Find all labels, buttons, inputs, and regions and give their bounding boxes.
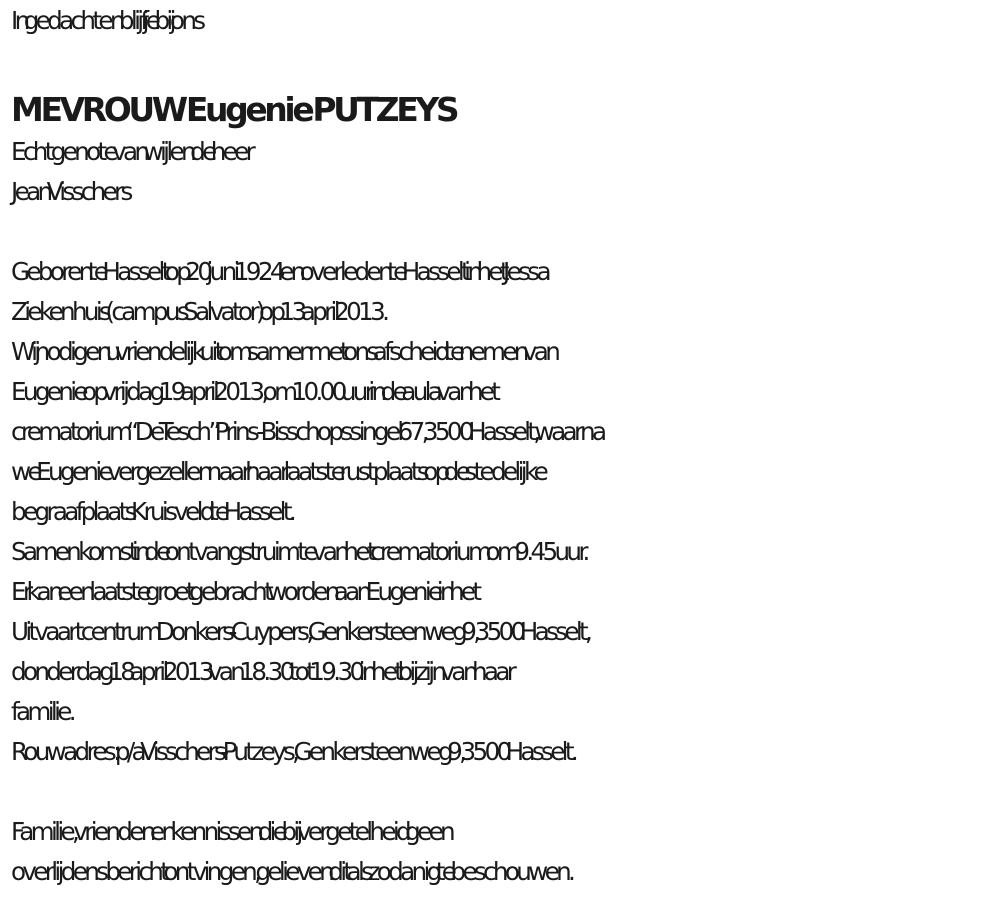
body-line: Eugenie op vrijdag 19 april 2013, om 10.00 uur in de aula van het [11,377,498,406]
closing-line: overlijdensbericht ontvingen, gelieven dit als zodanig te beschouwen. [11,857,573,886]
closing-paragraph [11,812,991,892]
body-line: Er kan een laatste groet gebracht worden aan Eugenie in het [11,577,479,606]
spouse-line: Jean Visschers [11,177,130,206]
body-line: we Eugenie vergezellen naar haar laatste rustplaats op de stedelijke [11,457,546,486]
body-line: Ziekenhuis (campus Salvator) op 13 april 2013. [11,297,387,326]
spouse-line: Echtgenote van wijlen de heer [11,137,253,166]
body-line: Geboren te Hasselt op 20 juni 1924 en overleden te Hasselt in het Jessa [11,257,548,286]
body-line: Samenkomst in de ontvangstruimte van het crematorium om 9.45uur. [11,537,587,566]
body-line: crematorium “De Tesch” Prins-Bisschopssingel 67, 3500 Hasselt, waarna [11,417,604,446]
body-line: begraafplaats Kruisveld te Hasselt. [11,497,294,526]
body-line: Wij nodigen u vriendelijk uit om samen met ons afscheid te nemen van [11,337,558,366]
body-line: familie. [11,697,73,726]
body-line: Uitvaartcentrum Donkers - Cuypers, Genkersteenweg 9, 3500 Hasselt, [11,617,590,646]
main-paragraph [11,252,991,772]
obituary-notice [11,0,991,892]
paragraph-spacer [11,772,991,812]
paragraph-spacer [11,212,991,252]
spouse-block [11,132,991,212]
deceased-name: MEVROUW Eugenie PUTZEYS [11,90,457,129]
body-line: Rouwadres: p/a Visschers - Putzeys, Genkersteenweg 9, 3500 Hasselt. [11,737,576,766]
closing-line: Familie, vrienden en kennissen die bij vergetelheid geen [11,817,452,846]
body-line: donderdag 18 april 2013 van 18.30 tot 19.30 in het bijzijn van haar [11,657,514,686]
intro-text: In gedachten blijf je bij ons [11,6,203,35]
